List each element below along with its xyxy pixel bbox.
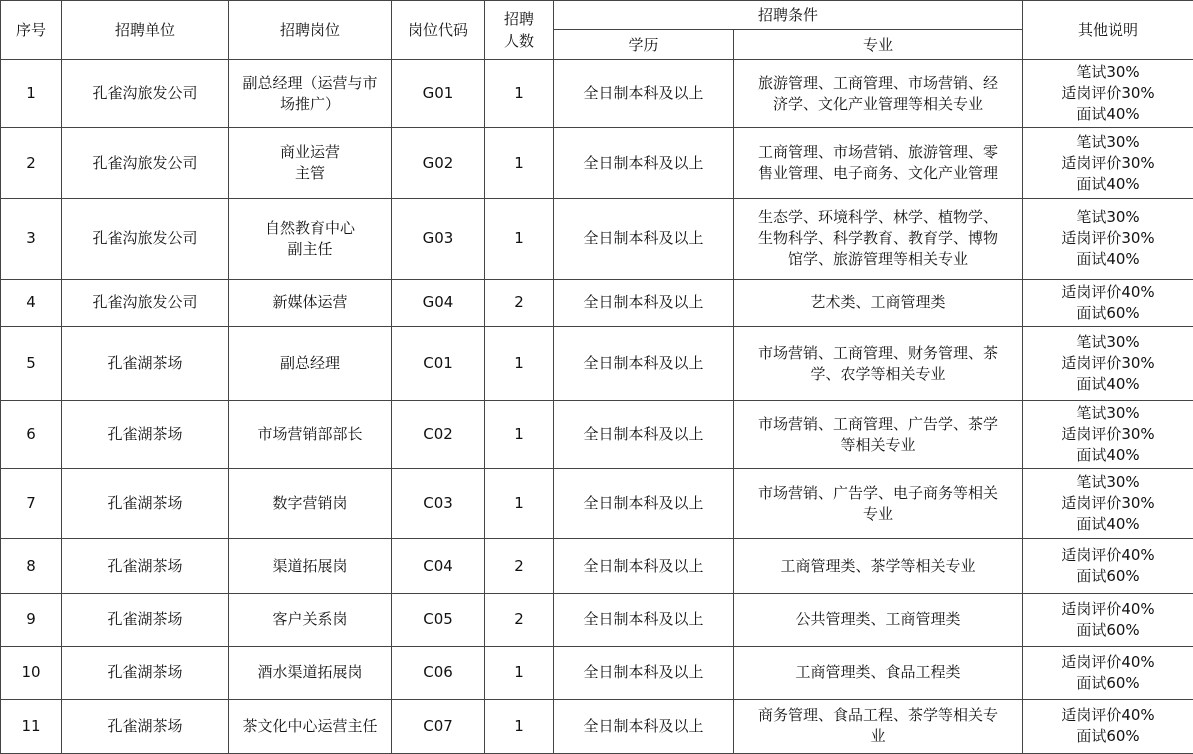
cell-notes-line: 面试40% [1076, 446, 1140, 465]
table-row [1, 699, 1193, 753]
cell-unit: 孔雀沟旅发公司 [62, 60, 229, 128]
cell-seq: 9 [1, 593, 62, 646]
cell-seq: 7 [1, 468, 62, 539]
cell-notes-line: 面试40% [1076, 375, 1140, 394]
cell-position [229, 539, 392, 593]
cell-unit: 孔雀湖茶场 [62, 468, 229, 539]
cell-education: 全日制本科及以上 [554, 60, 734, 128]
cell-unit: 孔雀湖茶场 [62, 326, 229, 401]
cell-notes-line: 面试40% [1076, 174, 1140, 193]
cell-count: 1 [485, 401, 554, 468]
cell-count: 2 [485, 593, 554, 646]
header-count-line: 人数 [503, 32, 534, 50]
header-count-line: 招聘 [503, 10, 534, 28]
cell-code: C04 [392, 539, 485, 593]
cell-position-line: 副主任 [287, 239, 333, 258]
table-row [1, 128, 1193, 199]
cell-major-line: 售业管理、电子商务、文化产业管理 [758, 164, 999, 183]
cell-notes-line: 适岗评价30% [1061, 153, 1155, 172]
cell-code: C02 [392, 401, 485, 468]
cell-notes [1023, 699, 1193, 753]
cell-position [229, 326, 392, 401]
cell-notes-line: 面试60% [1076, 620, 1140, 639]
cell-major-line: 商务管理、食品工程、茶学等相关专 [758, 706, 999, 725]
cell-major-line: 公共管理类、工商管理类 [795, 610, 961, 629]
cell-major-line: 馆学、旅游管理等相关专业 [788, 250, 969, 269]
cell-notes-line: 面试40% [1076, 250, 1140, 269]
cell-position [229, 699, 392, 753]
cell-major-line: 旅游管理、工商管理、市场营销、经 [758, 73, 999, 92]
cell-count: 1 [485, 468, 554, 539]
cell-education: 全日制本科及以上 [554, 699, 734, 753]
cell-unit: 孔雀湖茶场 [62, 401, 229, 468]
cell-position-line: 酒水渠道拓展岗 [257, 663, 363, 682]
cell-major [734, 326, 1023, 401]
header-count [485, 1, 554, 60]
cell-notes-line: 笔试30% [1076, 63, 1140, 82]
cell-notes [1023, 401, 1193, 468]
table-row [1, 468, 1193, 539]
cell-unit: 孔雀湖茶场 [62, 593, 229, 646]
header-major: 专业 [734, 30, 1023, 60]
cell-major [734, 593, 1023, 646]
cell-major-line: 工商管理、市场营销、旅游管理、零 [758, 143, 999, 162]
table-row [1, 60, 1193, 128]
cell-notes-line: 笔试30% [1076, 473, 1140, 492]
cell-code: G03 [392, 198, 485, 279]
cell-count: 2 [485, 539, 554, 593]
cell-count: 1 [485, 60, 554, 128]
table-row [1, 539, 1193, 593]
cell-major-line: 市场营销、工商管理、广告学、茶学 [758, 414, 999, 433]
cell-major [734, 647, 1023, 699]
cell-notes-line: 面试60% [1076, 727, 1140, 746]
cell-code: C03 [392, 468, 485, 539]
cell-major-line: 业 [870, 727, 886, 746]
cell-unit: 孔雀沟旅发公司 [62, 198, 229, 279]
cell-notes-line: 适岗评价40% [1061, 282, 1155, 301]
cell-code: G04 [392, 279, 485, 326]
cell-notes-line: 笔试30% [1076, 404, 1140, 423]
cell-major-line: 艺术类、工商管理类 [810, 293, 946, 312]
cell-notes [1023, 279, 1193, 326]
cell-count: 1 [485, 198, 554, 279]
table-row [1, 647, 1193, 699]
header-code: 岗位代码 [392, 1, 485, 60]
cell-major [734, 468, 1023, 539]
table-row [1, 279, 1193, 326]
cell-seq: 3 [1, 198, 62, 279]
cell-seq: 8 [1, 539, 62, 593]
cell-position-line: 茶文化中心运营主任 [242, 716, 378, 735]
cell-education: 全日制本科及以上 [554, 593, 734, 646]
cell-major-line: 学、农学等相关专业 [810, 364, 946, 383]
cell-notes-line: 面试40% [1076, 105, 1140, 124]
cell-position-line: 场推广） [279, 94, 340, 113]
cell-major-line: 工商管理类、食品工程类 [795, 663, 961, 682]
header-conditions: 招聘条件 [554, 1, 1023, 30]
cell-seq: 4 [1, 279, 62, 326]
cell-major [734, 401, 1023, 468]
cell-count: 1 [485, 699, 554, 753]
cell-notes-line: 面试60% [1076, 303, 1140, 322]
header-seq: 序号 [1, 1, 62, 60]
cell-position [229, 60, 392, 128]
cell-count: 1 [485, 128, 554, 199]
cell-major-line: 济学、文化产业管理等相关专业 [773, 94, 984, 113]
cell-major [734, 539, 1023, 593]
cell-notes-line: 适岗评价40% [1061, 599, 1155, 618]
cell-notes-line: 适岗评价30% [1061, 354, 1155, 373]
cell-unit: 孔雀湖茶场 [62, 539, 229, 593]
cell-position-line: 市场营销部部长 [257, 425, 363, 444]
header-unit: 招聘单位 [62, 1, 229, 60]
cell-code: C07 [392, 699, 485, 753]
cell-unit: 孔雀沟旅发公司 [62, 279, 229, 326]
cell-count: 2 [485, 279, 554, 326]
cell-notes-line: 笔试30% [1076, 333, 1140, 352]
cell-major [734, 198, 1023, 279]
cell-education: 全日制本科及以上 [554, 279, 734, 326]
cell-position-line: 副总经理 [279, 354, 340, 373]
cell-seq: 1 [1, 60, 62, 128]
cell-position [229, 401, 392, 468]
cell-major-line: 专业 [863, 504, 894, 523]
cell-major [734, 699, 1023, 753]
cell-education: 全日制本科及以上 [554, 539, 734, 593]
cell-code: C05 [392, 593, 485, 646]
cell-notes [1023, 128, 1193, 199]
cell-position [229, 647, 392, 699]
table-row [1, 198, 1193, 279]
cell-position-line: 商业运营 [279, 143, 340, 162]
cell-notes [1023, 326, 1193, 401]
cell-education: 全日制本科及以上 [554, 401, 734, 468]
cell-unit: 孔雀湖茶场 [62, 699, 229, 753]
cell-major-line: 市场营销、工商管理、财务管理、茶 [758, 343, 999, 362]
cell-position [229, 468, 392, 539]
cell-education: 全日制本科及以上 [554, 128, 734, 199]
cell-count: 1 [485, 647, 554, 699]
cell-major-line: 生态学、环境科学、林学、植物学、 [758, 208, 999, 227]
cell-notes [1023, 647, 1193, 699]
cell-major-line: 等相关专业 [840, 435, 916, 454]
cell-position-line: 主管 [294, 164, 325, 183]
cell-code: C01 [392, 326, 485, 401]
cell-notes [1023, 468, 1193, 539]
table-row [1, 326, 1193, 401]
cell-notes-line: 适岗评价30% [1061, 229, 1155, 248]
cell-notes-line: 面试60% [1076, 673, 1140, 692]
cell-major [734, 60, 1023, 128]
cell-major-line: 生物科学、科学教育、教育学、博物 [758, 229, 999, 248]
cell-position-line: 客户关系岗 [272, 610, 348, 629]
cell-notes-line: 笔试30% [1076, 208, 1140, 227]
cell-unit: 孔雀沟旅发公司 [62, 128, 229, 199]
cell-notes-line: 面试60% [1076, 567, 1140, 586]
cell-position [229, 279, 392, 326]
cell-seq: 5 [1, 326, 62, 401]
cell-position [229, 128, 392, 199]
header-position: 招聘岗位 [229, 1, 392, 60]
header-notes: 其他说明 [1023, 1, 1193, 60]
cell-major [734, 128, 1023, 199]
cell-notes [1023, 198, 1193, 279]
cell-notes-line: 笔试30% [1076, 132, 1140, 151]
cell-notes-line: 适岗评价40% [1061, 706, 1155, 725]
cell-major [734, 279, 1023, 326]
cell-seq: 6 [1, 401, 62, 468]
cell-position-line: 新媒体运营 [272, 293, 348, 312]
cell-notes-line: 面试40% [1076, 515, 1140, 534]
cell-education: 全日制本科及以上 [554, 468, 734, 539]
table-row [1, 401, 1193, 468]
cell-notes-line: 适岗评价40% [1061, 546, 1155, 565]
cell-education: 全日制本科及以上 [554, 647, 734, 699]
cell-notes-line: 适岗评价30% [1061, 425, 1155, 444]
cell-code: G01 [392, 60, 485, 128]
cell-major-line: 工商管理类、茶学等相关专业 [780, 556, 976, 575]
cell-position-line: 渠道拓展岗 [272, 556, 348, 575]
cell-notes [1023, 60, 1193, 128]
cell-seq: 10 [1, 647, 62, 699]
cell-position-line: 数字营销岗 [272, 494, 348, 513]
cell-code: C06 [392, 647, 485, 699]
cell-notes-line: 适岗评价40% [1061, 652, 1155, 671]
cell-position-line: 自然教育中心 [264, 218, 355, 237]
cell-seq: 2 [1, 128, 62, 199]
cell-notes [1023, 539, 1193, 593]
cell-seq: 11 [1, 699, 62, 753]
cell-unit: 孔雀湖茶场 [62, 647, 229, 699]
cell-code: G02 [392, 128, 485, 199]
cell-count: 1 [485, 326, 554, 401]
cell-position [229, 593, 392, 646]
cell-education: 全日制本科及以上 [554, 326, 734, 401]
table-row [1, 593, 1193, 646]
cell-notes [1023, 593, 1193, 646]
cell-education: 全日制本科及以上 [554, 198, 734, 279]
cell-position [229, 198, 392, 279]
header-education: 学历 [554, 30, 734, 60]
cell-major-line: 市场营销、广告学、电子商务等相关 [758, 483, 999, 502]
cell-position-line: 副总经理（运营与市 [242, 73, 378, 92]
cell-notes-line: 适岗评价30% [1061, 84, 1155, 103]
cell-notes-line: 适岗评价30% [1061, 494, 1155, 513]
